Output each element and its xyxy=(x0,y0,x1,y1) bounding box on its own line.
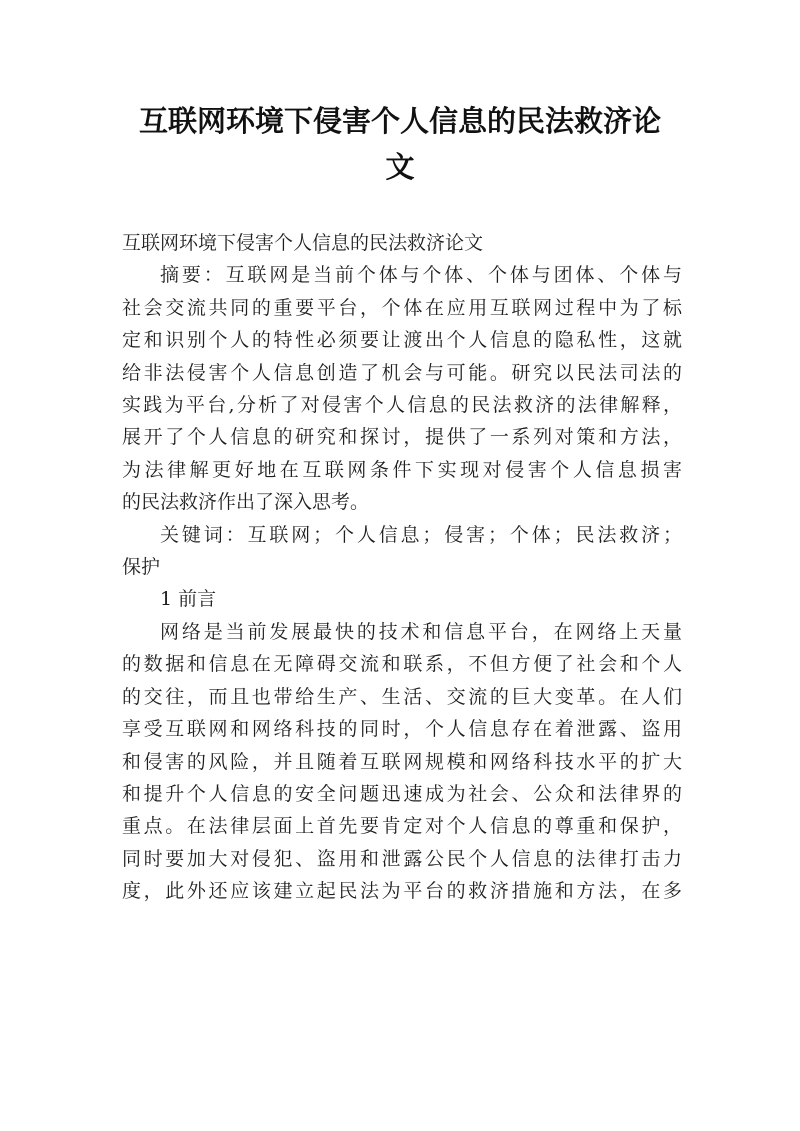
abstract-line: 的民法救济作出了深入思考。 xyxy=(122,491,370,514)
document-title xyxy=(0,98,800,190)
section-line: 和提升个人信息的安全问题迅速成为社会、公众和法律界的 xyxy=(122,782,682,805)
abstract-line: 社会交流共同的重要平台，个体在应用互联网过程中为了标 xyxy=(122,296,682,319)
keywords-line: 保护 xyxy=(122,556,161,579)
section-heading: 1 前言 xyxy=(160,588,217,611)
section-line: 的交往，而且也带给生产、生活、交流的巨大变革。在人们 xyxy=(122,685,682,708)
abstract-line: 展开了个人信息的研究和探讨，提供了一系列对策和方法， xyxy=(122,426,682,449)
section-line: 同时要加大对侵犯、盗用和泄露公民个人信息的法律打击力 xyxy=(122,847,682,870)
section-line: 重点。在法律层面上首先要肯定对个人信息的尊重和保护， xyxy=(122,815,682,838)
title-line-1: 互联网环境下侵害个人信息的民法救济论 xyxy=(138,104,661,138)
title-line-2: 文 xyxy=(385,150,415,184)
abstract-line: 摘要：互联网是当前个体与个体、个体与团体、个体与 xyxy=(160,264,682,287)
abstract-line: 为法律解更好地在互联网条件下实现对侵害个人信息损害 xyxy=(122,458,682,481)
abstract-line: 实践为平台,分析了对侵害个人信息的民法救济的法律解释， xyxy=(122,394,682,417)
abstract-line: 定和识别个人的特性必须要让渡出个人信息的隐私性，这就 xyxy=(122,329,682,352)
section-line: 的数据和信息在无障碍交流和联系，不但方便了社会和个人 xyxy=(122,653,682,676)
section-line: 享受互联网和网络科技的同时，个人信息存在着泄露、盗用 xyxy=(122,718,682,741)
abstract-line: 给非法侵害个人信息创造了机会与可能。研究以民法司法的 xyxy=(122,361,682,384)
subtitle-paragraph: 互联网环境下侵害个人信息的民法救济论文 xyxy=(122,232,484,254)
document-body xyxy=(122,227,682,908)
section-line: 和侵害的风险，并且随着互联网规模和网络科技水平的扩大 xyxy=(122,750,682,773)
section-line: 度，此外还应该建立起民法为平台的救济措施和方法，在多 xyxy=(122,880,682,903)
section-line: 网络是当前发展最快的技术和信息平台，在网络上天量 xyxy=(160,620,682,643)
keywords-line: 关键词：互联网；个人信息；侵害；个体；民法救济； xyxy=(160,523,682,546)
